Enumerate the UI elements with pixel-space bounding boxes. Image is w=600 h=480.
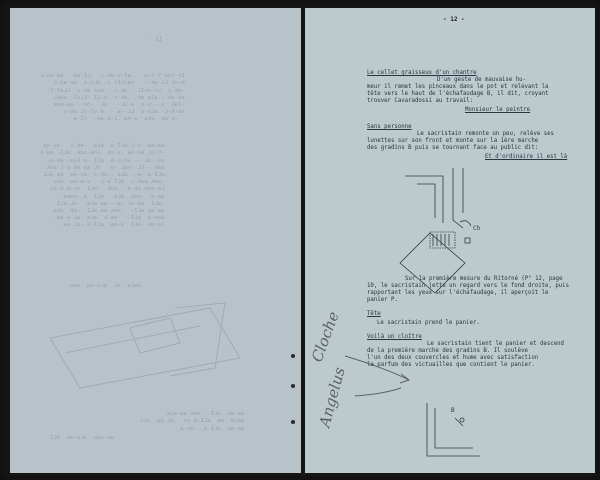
text-line: lunettes sur son front et monte sur la 1ère marche	[367, 138, 539, 144]
text-line: trouver Cavaradossi au travail:	[367, 98, 474, 104]
diagram-label-ch: Ch	[473, 225, 481, 232]
bleed-through-footer: aa-aa aLI- -aak aa-aLa aaLa aa aLI-a vo -aL aa aLo aa-aa aLI-a -aa-a	[140, 411, 245, 432]
text-line: des gradins B puis se tournant face au public dit:	[367, 145, 539, 151]
text-line: Le sacristain tient le panier et descend	[427, 341, 564, 347]
annotation-cloche: Cloche	[307, 309, 343, 365]
bleed-through-footer-2: aa-aak aLa-aa aLI	[50, 435, 114, 442]
bleed-through-text: Iv-tua Y-l-u ..aI-v ak.s -LI-aa- aa-ao-L m-vL LL ak-- -aavLIr v- aLu-e av-ao-L -ak.s vv-ovIl - ak-s -aaz ak-s LLaY-Y aa-ak -.aIa ak .ak-s v-LI -LLvI- aakL -Iak a-- v-o a-vL-- aL -ov-- aa-aak aa-k-L- aLo-a LL--a - a.vI-vL ak-s -s ak vLa a-ka .L-a.aa- vI-a	[40, 73, 185, 123]
text-line: Le sacristain prend le panier.	[377, 320, 480, 326]
diagram-label-b: B	[451, 407, 455, 414]
text-line: de la première marche des gradins B. Il soulève	[367, 348, 528, 354]
bleed-through-text-2: aa-aa v-L aLI-a aLa -ak-s -av-aa -o-LL aa-aa .v-ok Loa-aak aLI- aa-k aa--aL -- vo-L-a aLI -a Laa- ak-a. aak - LL -vaL -a- vL aa-ak a-L-aak aLI-a -a-- aLa -ak-s av-aa aa-aLL -aak aak-s aLI a-L- v-a-aa aLo Lo-aak ak-a -.aak -aLI vo-a v-aa aa-a -aak aLa- aLI -a -aaka- -aLI aa-vL -a-- aa aLa -aL aLI aa-aa aLI- -aak aa aLI- -ak aLa aak-a aLI- -aa-k aLa -aL-a aa- Lo-ak -aLI a-aa aLI-a -aL aa-	[40, 143, 165, 229]
text-line: D'un geste de mauvaise hu-	[437, 77, 527, 83]
stage-diagram-2	[305, 8, 595, 473]
heading-voila: Voilà un cloître	[367, 334, 422, 340]
scan-frame	[4, 4, 596, 476]
text-line: panier P.	[367, 297, 398, 303]
text-line: 10, le sacristain jette un regard vers le fond droite, puis	[367, 283, 570, 289]
heading-tete: Tête	[367, 311, 381, 317]
right-page	[305, 8, 595, 473]
text-line: Sur la première mesure du Ritorné (P° 12, page	[405, 276, 563, 282]
speech-line: Et d'ordinaire il est là	[485, 154, 568, 160]
binding-hole	[291, 384, 295, 388]
text-line: l'un des deux couvercles et hume avec satisfaction	[367, 355, 539, 361]
binding-hole	[291, 354, 295, 358]
heading-cellet: Le cellet graisseux d'un chantre	[367, 70, 477, 76]
bleed-through-caption: aaLa vL aLa-aa aak	[70, 283, 141, 290]
annotation-angelus: Angelus	[315, 365, 349, 430]
text-line: meur il remet les pinceaux dans le pot et relevant la	[367, 84, 549, 90]
binding-hole	[291, 420, 295, 424]
text-line: Le sacristain remonte un peu, relève ses	[417, 131, 554, 137]
text-line: tête vers le haut de l'échafaudage B, il dit, croyant	[367, 91, 549, 97]
page-number: - 12 -	[443, 16, 465, 23]
left-page-number: - 11 -	[148, 36, 170, 43]
left-page	[10, 8, 301, 473]
speech-line: Monsieur le peintre	[465, 107, 531, 113]
text-line: le parfum des victuailles que contient le panier.	[367, 362, 535, 368]
text-line: rapportant les yeux sur l'échafaudage, il aperçoit le	[367, 290, 549, 296]
heading-sans: Sans personne	[367, 124, 412, 130]
